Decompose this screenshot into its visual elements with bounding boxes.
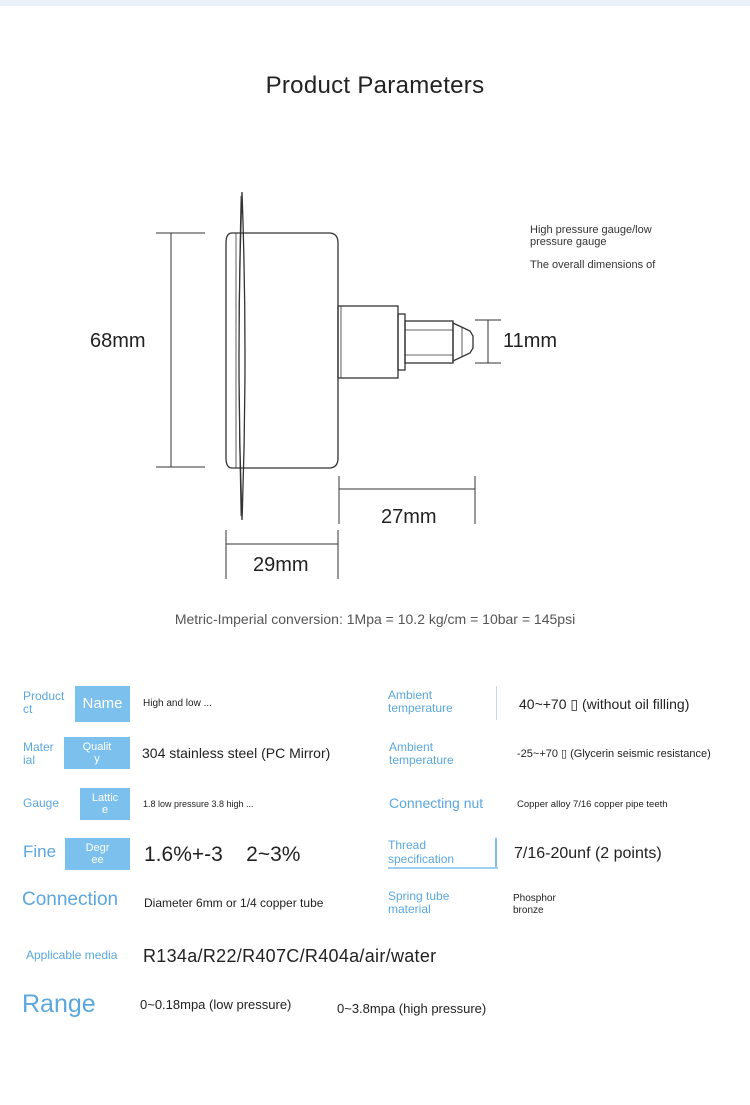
connecting-nut-label: Connecting nut [389, 795, 484, 811]
name-badge: Name [75, 686, 130, 722]
quality-badge: Qualit y [64, 737, 130, 769]
drawing-note-2: pressure gauge [530, 236, 607, 248]
page-title: Product Parameters [265, 72, 485, 99]
spring-tube-value: Phosphor bronze [513, 893, 556, 916]
gauge-body [226, 233, 338, 468]
gauge-stem [338, 306, 398, 378]
media-value: R134a/R22/R407C/R404a/air/water [143, 946, 437, 966]
range-high-value: 0~3.8mpa (high pressure) [337, 1001, 487, 1016]
media-label: Applicable media [26, 948, 118, 962]
connection-label: Connection [22, 889, 119, 910]
spring-tube-label: Spring tube material [388, 889, 450, 916]
name-label: Product ct [23, 689, 65, 716]
drawing-note-3: The overall dimensions of [530, 259, 656, 271]
name-value: High and low ... [143, 698, 212, 709]
divider-line [496, 686, 497, 720]
thread-specification-value: 7/16-20unf (2 points) [514, 845, 662, 862]
stem-dimension-label: 27mm [381, 506, 437, 528]
ambient-temperature-label-1: Ambient temperature [388, 688, 453, 715]
gauge-tip [453, 323, 473, 361]
gauge-badge: Lattic e [80, 788, 130, 820]
thread-specification-label: Thread specification [388, 838, 455, 866]
conversion-note: Metric-Imperial conversion: 1Mpa = 10.2 kg/cm = 10bar = 145psi [174, 611, 576, 627]
gauge-label: Gauge [23, 796, 60, 810]
gauge-nut [398, 314, 405, 370]
ambient-temperature-label-2: Ambient temperature [389, 740, 454, 767]
drawing-note-1: High pressure gauge/low [530, 224, 652, 236]
depth-dimension-label: 29mm [253, 554, 309, 576]
quality-label: Mater ial [23, 740, 54, 767]
thread-divider [495, 838, 497, 868]
connection-value: Diameter 6mm or 1/4 copper tube [144, 896, 324, 910]
fine-badge: Degr ee [65, 838, 130, 870]
thread-underline [388, 867, 498, 869]
fine-label: Fine [23, 842, 57, 861]
quality-value: 304 stainless steel (PC Mirror) [142, 745, 331, 761]
connecting-nut-value: Copper alloy 7/16 copper pipe teeth [517, 799, 668, 810]
height-dimension-label: 68mm [90, 330, 146, 352]
ambient-temperature-value-2: -25~+70 ▯ (Glycerin seismic resistance) [517, 748, 711, 760]
range-label: Range [22, 990, 96, 1018]
gauge-value: 1.8 low pressure 3.8 high ... [143, 799, 254, 809]
fine-value: 1.6%+-3 2~3% [144, 843, 301, 866]
range-low-value: 0~0.18mpa (low pressure) [140, 997, 292, 1012]
nut-dimension-label: 11mm [503, 330, 558, 352]
ambient-temperature-value-1: 40~+70 ▯ (without oil filling) [519, 696, 690, 712]
